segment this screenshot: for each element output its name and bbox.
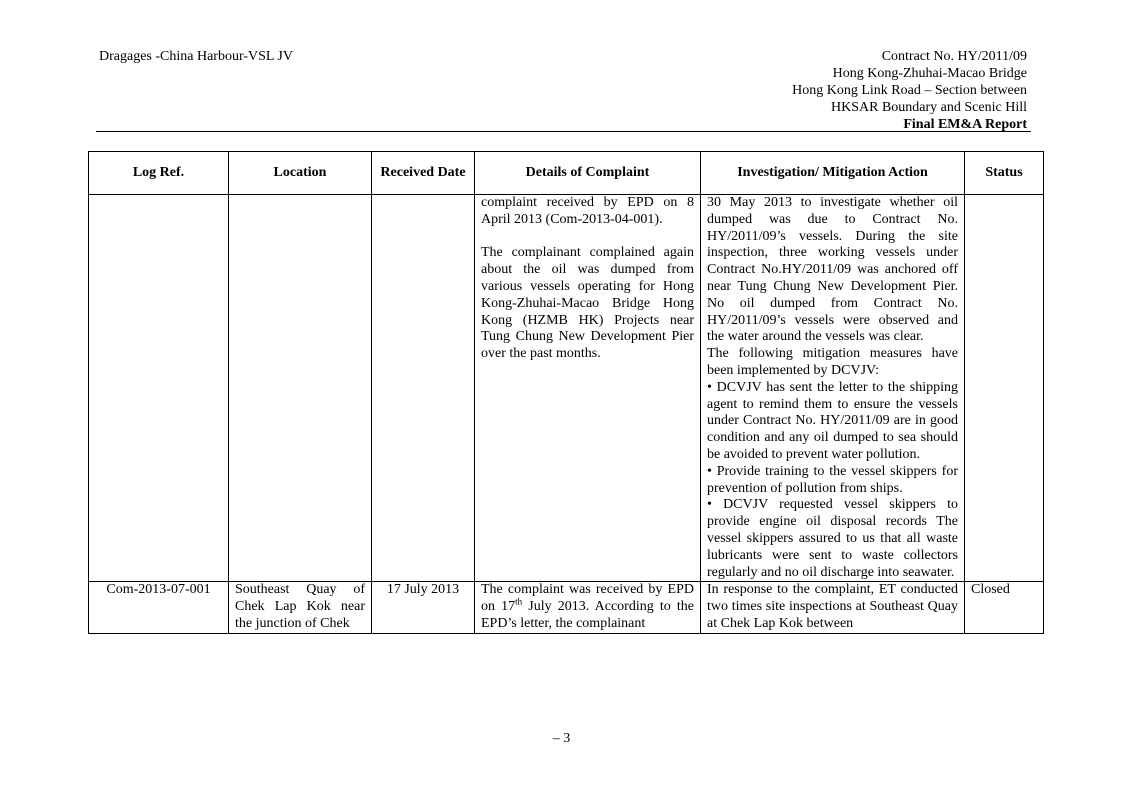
header-organisation: Dragages -China Harbour-VSL JV: [99, 49, 293, 64]
cell-log-ref: [89, 195, 229, 582]
column-header-received-date: Received Date: [372, 152, 475, 195]
header-section-line: Hong Kong Link Road – Section between: [792, 83, 1027, 98]
cell-received-date: [372, 195, 475, 582]
investigation-paragraph: The following mitigation measures have been implemented by DCVJV:: [707, 346, 958, 378]
cell-location: Southeast Quay of Chek Lap Kok near the junction of Chek: [229, 582, 372, 633]
cell-status: [965, 195, 1044, 582]
details-text: July 2013. According to the EPD’s letter, the complainant: [481, 599, 694, 631]
header-divider: [96, 131, 1031, 132]
mitigation-bullet: • DCVJV has sent the letter to the shipping agent to remind them to ensure the vessels under Contract No. HY/2011/09 are in good condition and any oil dumped to sea should be avoided to prevent water pollution.: [707, 379, 958, 462]
cell-received-date: 17 July 2013: [372, 582, 475, 633]
header-boundary-line: HKSAR Boundary and Scenic Hill: [831, 100, 1027, 115]
complaint-log-table: [88, 151, 1044, 634]
column-header-log-ref: Log Ref.: [89, 152, 229, 195]
details-text: The complaint was received by EPD on 17: [481, 582, 694, 615]
page-number: – 3: [552, 731, 571, 746]
details-superscript: th: [515, 596, 523, 607]
cell-status: Closed: [965, 582, 1044, 633]
column-header-status: Status: [965, 152, 1044, 195]
details-paragraph: complaint received by EPD on 8 April 2013 (Com-2013-04-001).: [481, 195, 694, 227]
table-row: [89, 195, 1044, 582]
header-report-title: Final EM&A Report: [903, 117, 1027, 132]
cell-log-ref: Com-2013-07-001: [89, 582, 229, 633]
mitigation-bullet: • DCVJV requested vessel skippers to provide engine oil disposal records The vessel skippers assured to us that all waste lubricants were sent to waste collectors regularly and no oil discharge into seawater.: [707, 497, 958, 580]
column-header-investigation: Investigation/ Mitigation Action: [701, 152, 965, 195]
cell-details: [475, 195, 701, 582]
header-contract-block: [792, 48, 1027, 133]
cell-investigation: In response to the complaint, ET conducted two times site inspections at Southeast Quay at Chek Lap Kok between: [701, 582, 965, 633]
table-header-row: [89, 152, 1044, 195]
header-contract-line: Contract No. HY/2011/09: [881, 49, 1027, 64]
cell-investigation: [701, 195, 965, 582]
cell-details: [475, 582, 701, 633]
header-project-line: Hong Kong-Zhuhai-Macao Bridge: [832, 66, 1027, 81]
mitigation-bullet: • Provide training to the vessel skippers for prevention of pollution from ships.: [707, 463, 958, 496]
investigation-paragraph: 30 May 2013 to investigate whether oil dumped was due to Contract No. HY/2011/09’s vessels. During the site inspection, three working vessels under Contract No.HY/2011/09 was anchored off near Tung Chung New Development Pier. No oil dumped from Contract No. HY/2011/09’s vessels were observed and the water around the vessels was clear.: [707, 195, 958, 345]
details-paragraph: The complainant complained again about the oil was dumped from various vessels operating for Hong Kong-Zhuhai-Macao Bridge Hong Kong (HZMB HK) Projects near Tung Chung New Development Pier over the past months.: [481, 245, 694, 362]
table-row: [89, 582, 1044, 633]
column-header-details: Details of Complaint: [475, 152, 701, 195]
column-header-location: Location: [229, 152, 372, 195]
cell-location: [229, 195, 372, 582]
